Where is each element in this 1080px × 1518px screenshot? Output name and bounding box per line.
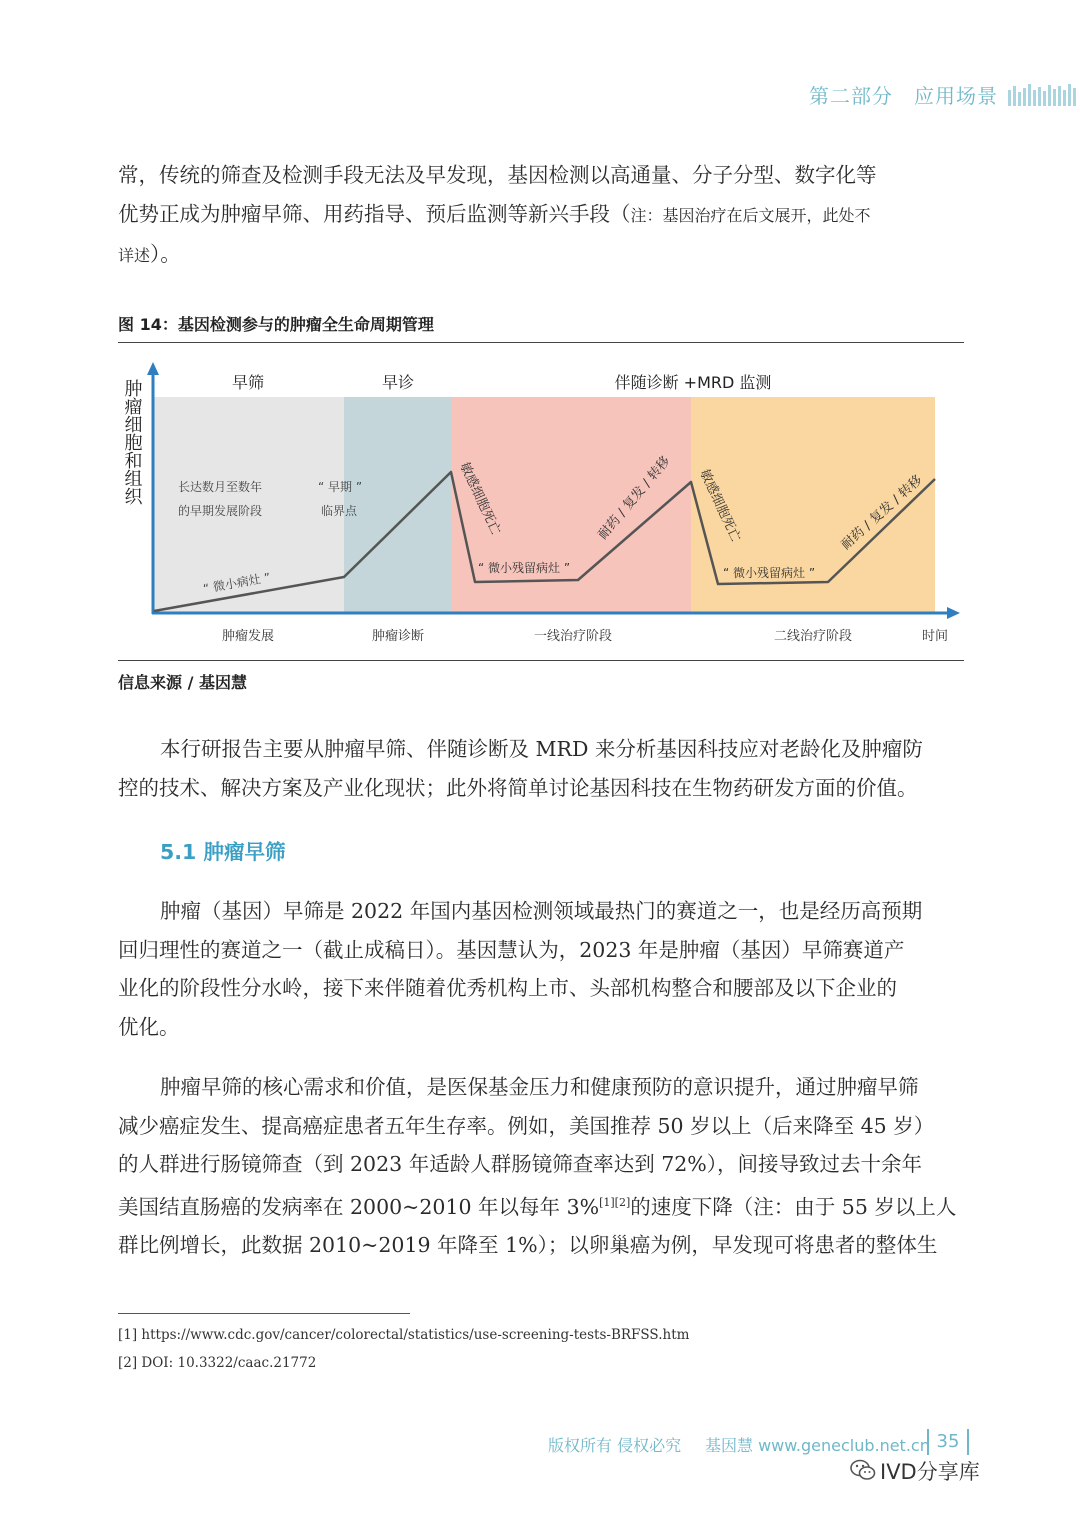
annotation-sensitive-death-2: 敏感细胞死亡 [696,467,743,545]
x-label-first-line: 一线治疗阶段 [533,629,613,644]
section-header: 第二部分 应用场景 [809,84,998,108]
value-line-4a: 美国结直肠癌的发病率在 2000~2010 年以每年 3% [118,1194,600,1219]
value-line-4b: 的速度下降（注：由于 55 岁以上人 [630,1194,957,1219]
intro-note-end: 详述 [118,246,151,265]
footnote-1: [1] https://www.cdc.gov/cancer/colorectal/statistics/use-screening-tests-BRFSS.htm [118,1327,690,1343]
value-line-1: 肿瘤早筛的核心需求和价值，是医保基金压力和健康预防的意识提升，通过肿瘤早筛 [160,1075,919,1099]
annotation-micro-lesion: “ 微小病灶 ” [202,570,272,596]
annotation-sensitive-death-1: 敏感细胞死亡 [456,460,503,538]
annotation-resistance-2: 耐药 / 复发 / 转移 [838,472,926,553]
paragraph-scope [118,730,964,807]
footnote-ref[interactable]: [1][2] [599,1195,631,1209]
intro-line-1: 常，传统的筛查及检测手段无法及早发现，基因检测以高通量、分子分型、数字化等 [118,163,877,187]
y-axis-label: 肿瘤细胞和组织 [121,379,143,505]
footnote-2: [2] DOI: 10.3322/caac.21772 [118,1355,317,1371]
x-label-tumor-development: 肿瘤发展 [221,629,275,644]
intro-line-2: 优势正成为肿瘤早筛、用药指导、预后监测等新兴手段（ [118,201,631,226]
footer-rights: 版权所有 侵权必究 [548,1436,682,1455]
scope-line-1: 本行研报告主要从肿瘤早筛、伴随诊断及 MRD 来分析基因科技应对老龄化及肿瘤防 [160,737,923,761]
phase-label-diagnosis: 早诊 [381,373,415,392]
footnote-rule [118,1313,410,1314]
wechat-icon [850,1458,876,1482]
annotation-early-critical-1: “ 早期 ” [318,480,363,494]
x-axis-arrow-icon [947,607,960,619]
lifecycle-diagram [118,350,964,660]
market-line-1: 肿瘤（基因）早筛是 2022 年国内基因检测领域最热门的赛道之一，也是经历高预期 [160,899,923,923]
value-line-2: 减少癌症发生、提高癌症患者五年生存率。例如，美国推荐 50 岁以上（后来降至 45 岁） [118,1113,935,1138]
annotation-mrd-1: “ 微小残留病灶 ” [478,561,571,575]
figure-top-rule [118,342,964,343]
footer-site[interactable]: 基因慧 www.geneclub.net.cn [705,1436,930,1455]
section-title: 5.1 肿瘤早筛 [160,840,286,864]
intro-paragraph [118,156,964,276]
figure-source: 信息来源 / 基因慧 [118,673,247,692]
intro-note: 注：基因治疗在后文展开，此处不 [630,205,871,225]
market-line-2: 回归理性的赛道之一（截止成稿日）。基因慧认为，2023 年是肿瘤（基因）早筛赛道产 [118,937,905,962]
phase-label-companion: 伴随诊断 +MRD 监测 [614,373,772,392]
annotation-early-critical-2: 临界点 [321,504,358,518]
scope-line-2: 控的技术、解决方案及产业化现状；此外将简单讨论基因科技在生物药研发方面的价值。 [118,775,918,800]
paragraph-screening-value [118,1068,964,1264]
figure-caption: 图 14：基因检测参与的肿瘤全生命周期管理 [118,315,434,334]
paragraph-screening-market [118,892,964,1046]
annotation-resistance-1: 耐药 / 复发 / 转移 [595,453,674,543]
figure-bottom-rule [118,660,964,661]
x-label-second-line: 二线治疗阶段 [773,629,853,644]
x-label-tumor-diagnosis: 肿瘤诊断 [371,629,425,644]
phase-bg-diagnosis [344,397,451,613]
market-line-3: 业化的阶段性分水岭，接下来伴随着优秀机构上市、头部机构整合和腰部及以下企业的 [118,976,897,1000]
header-bars-decoration [1008,84,1080,106]
intro-line-3: ）。 [150,242,181,266]
y-axis-arrow-icon [147,362,159,375]
annotation-long-period-2: 的早期发展阶段 [178,504,263,518]
annotation-mrd-2: “ 微小残留病灶 ” [723,566,816,580]
market-line-4: 优化。 [118,1014,180,1039]
value-line-3: 的人群进行肠镜筛查（到 2023 年适龄人群肠镜筛查率达到 72%），间接导致过去十余年 [118,1152,923,1176]
x-label-time: 时间 [921,629,949,644]
phase-label-screening: 早筛 [231,373,265,392]
value-line-5: 群比例增长，此数据 2010~2019 年降至 1%）；以卵巢癌为例，早发现可将患者的整体生 [118,1232,938,1257]
watermark-text: IVD分享库 [880,1460,980,1484]
page-number: 35 [927,1429,969,1455]
annotation-long-period-1: 长达数月至数年 [178,480,263,494]
